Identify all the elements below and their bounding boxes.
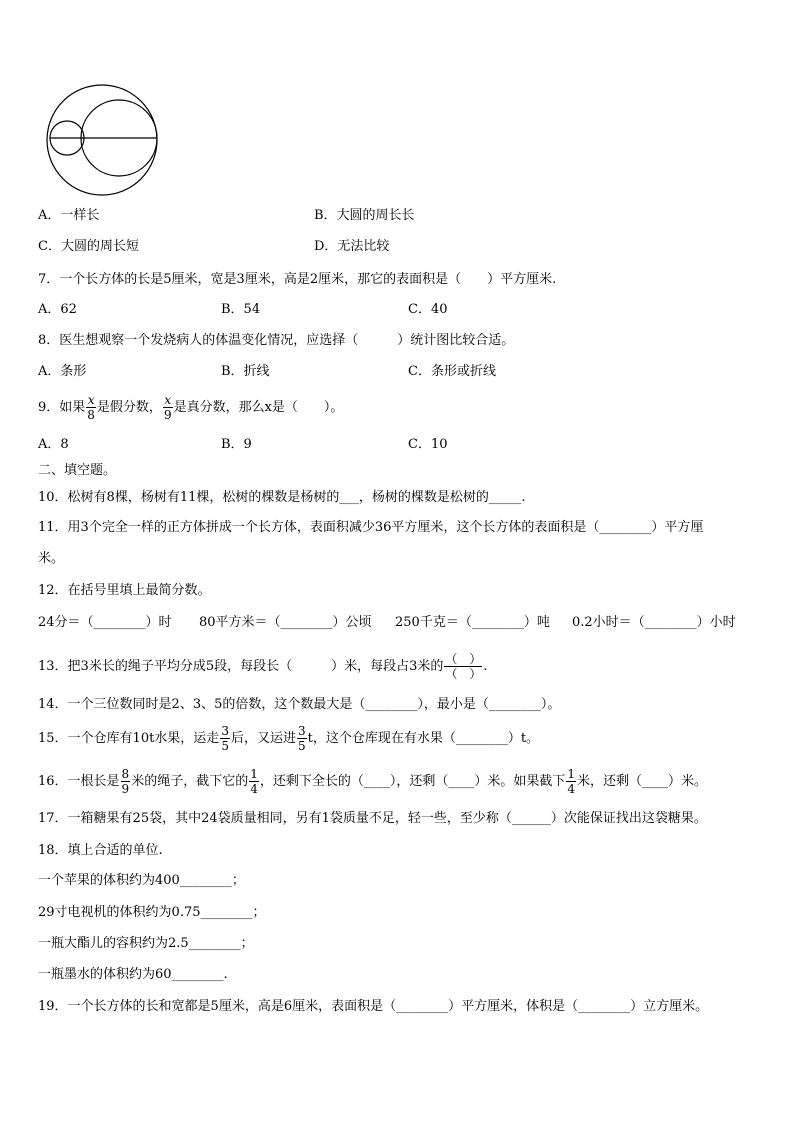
option-c[interactable]: C．大圆的周长短 bbox=[38, 239, 139, 254]
option-b[interactable]: B．折线 bbox=[221, 364, 270, 379]
q9-prefix: 9．如果 bbox=[38, 400, 86, 415]
question-15 bbox=[38, 721, 539, 757]
fill-item: 24分＝（________）时 bbox=[38, 615, 172, 630]
fraction bbox=[297, 724, 307, 753]
q16-mid1: 米的绳子，截下它的 bbox=[131, 774, 249, 789]
q9-mid: 是假分数， bbox=[96, 400, 162, 415]
denominator: 4 bbox=[567, 782, 575, 796]
fill-item: 一瓶墨水的体积约为60________. bbox=[38, 967, 228, 982]
question-7: 7．一个长方体的长是5厘米，宽是3厘米，高是2厘米，那它的表面积是（ ）平方厘米. bbox=[38, 272, 557, 287]
denominator: 5 bbox=[297, 739, 306, 753]
denominator: 4 bbox=[250, 782, 258, 796]
numerator: 1 bbox=[567, 767, 575, 781]
numerator: x bbox=[87, 393, 95, 407]
q13-prefix: 13．把3米长的绳子平均分成5段，每段长（ ）米，每段占3米的 bbox=[38, 659, 444, 674]
fraction bbox=[249, 767, 259, 796]
option-b[interactable]: B．大圆的周长长 bbox=[314, 208, 415, 223]
denominator: 5 bbox=[221, 739, 229, 753]
question-9 bbox=[38, 393, 343, 423]
fill-item: 一瓶大酯儿的容积约为2.5________； bbox=[38, 936, 254, 951]
fraction bbox=[444, 652, 482, 681]
numerator: 1 bbox=[250, 767, 258, 781]
denominator: 9 bbox=[121, 782, 130, 796]
option-b[interactable]: B．9 bbox=[221, 437, 252, 452]
option-c[interactable]: C．40 bbox=[408, 302, 448, 317]
numerator: 3 bbox=[221, 724, 229, 738]
option-c[interactable]: C．10 bbox=[408, 437, 448, 452]
question-18: 18．填上合适的单位. bbox=[38, 843, 163, 858]
q15-suffix: t，这个仓库现在有水果（________）t。 bbox=[307, 731, 540, 746]
q15-prefix: 15．一个仓库有10t水果，运走 bbox=[38, 731, 220, 746]
fill-item: 0.2小时＝（________）小时 bbox=[572, 615, 736, 630]
option-d[interactable]: D．无法比较 bbox=[314, 239, 390, 254]
q16-suffix: 米，还剩（____）米。 bbox=[577, 774, 708, 789]
nested-circles-diagram-icon bbox=[45, 83, 165, 198]
fraction bbox=[163, 393, 173, 422]
q15-mid: 后，又运进 bbox=[230, 731, 296, 746]
fill-item: 29寸电视机的体积约为0.75________； bbox=[38, 905, 266, 920]
fraction bbox=[220, 724, 230, 753]
fraction bbox=[86, 393, 96, 422]
option-a[interactable]: A．62 bbox=[38, 302, 77, 317]
denominator: 8 bbox=[87, 408, 95, 422]
question-10: 10．松树有8棵，杨树有11棵，松树的棵数是杨树的___，杨树的棵数是松树的_____. bbox=[38, 490, 526, 505]
option-a[interactable]: A．条形 bbox=[38, 364, 87, 379]
numerator: 8 bbox=[121, 767, 130, 781]
option-a[interactable]: A．8 bbox=[38, 437, 69, 452]
option-b[interactable]: B．54 bbox=[221, 302, 261, 317]
numerator: 3 bbox=[297, 724, 306, 738]
question-16 bbox=[38, 764, 707, 800]
fill-item: 一个苹果的体积约为400________； bbox=[38, 873, 245, 888]
question-19: 19．一个长方体的长和宽都是5厘米，高是6厘米，表面积是（________）平方厘米，体积是（________）立方厘米。 bbox=[38, 999, 709, 1014]
q16-prefix: 16．一根长是 bbox=[38, 774, 120, 789]
question-12: 12．在括号里填上最简分数。 bbox=[38, 583, 211, 598]
fill-item: 80平方米＝（________）公顷 bbox=[199, 615, 372, 630]
question-11: 11．用3个完全一样的正方体拼成一个长方体，表面积减少36平方厘米，这个长方体的表面积是（________）平方厘 bbox=[38, 520, 704, 535]
q9-suffix: 是真分数，那么x是（ ）。 bbox=[173, 400, 344, 415]
option-c[interactable]: C．条形或折线 bbox=[408, 364, 496, 379]
fraction bbox=[121, 767, 131, 796]
question-17: 17．一箱糖果有25袋，其中24袋质量相同，另有1袋质量不足，轻一些，至少称（______）次能保证找出这袋糖果。 bbox=[38, 811, 707, 826]
section-heading: 二、填空题。 bbox=[38, 463, 117, 478]
numerator-blank: （ ） bbox=[445, 652, 482, 666]
denominator-blank: （ ） bbox=[445, 667, 482, 681]
fill-item: 250千克＝（________）吨 bbox=[395, 615, 550, 630]
question-14: 14．一个三位数同时是2、3、5的倍数，这个数最大是（________），最小是（________）。 bbox=[38, 697, 561, 712]
q13-suffix: . bbox=[483, 659, 488, 674]
question-13 bbox=[38, 652, 488, 682]
question-11-cont: 米。 bbox=[38, 551, 65, 566]
fraction bbox=[566, 767, 576, 796]
numerator: x bbox=[164, 393, 172, 407]
denominator: 9 bbox=[163, 408, 172, 422]
question-8: 8．医生想观察一个发烧病人的体温变化情况，应选择（ ）统计图比较合适。 bbox=[38, 333, 515, 348]
option-a[interactable]: A．一样长 bbox=[38, 208, 100, 223]
q16-mid2: ，还剩下全长的（____），还剩（____）米。如果截下 bbox=[259, 774, 566, 789]
